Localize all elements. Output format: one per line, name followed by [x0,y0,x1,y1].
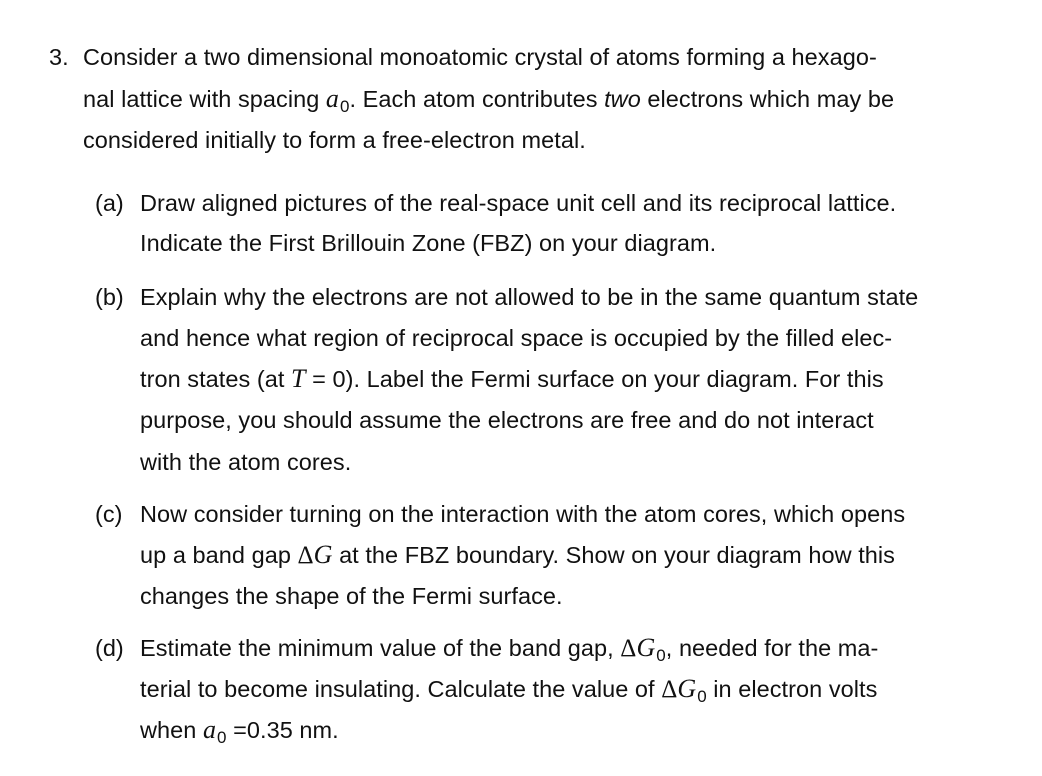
text-run: purpose, you should assume the electrons are free and do not interact [140,407,874,433]
text-run: in electron volts [706,676,878,702]
question-number: 3. [49,44,69,70]
part-line [140,716,339,747]
part-label: (d) [95,635,124,661]
emphasis-text: two [604,86,641,112]
text-run: and hence what region of reciprocal space is occupied by the filled elec- [140,325,893,351]
part-line [140,406,874,434]
math-variable: G [636,633,656,662]
part-line [140,189,896,217]
math-subscript: 0 [656,646,666,665]
text-run: Now consider turning on the interaction with the atom cores, which opens [140,501,906,527]
text-run: considered initially to form a free-electron metal. [83,127,586,153]
text-run: tron states (at [140,366,292,392]
text-run: =0.35 nm. [226,717,339,743]
text-run: up a band gap [140,542,298,568]
part-line [140,324,892,352]
math-symbol: Δ [661,676,678,703]
text-run: Estimate the minimum value of the band gap, [140,635,621,661]
part-line [140,283,918,311]
part-line [140,365,884,393]
text-run: terial to become insulating. Calculate the value of [140,676,662,702]
math-variable: a [202,715,217,744]
part-label: (b) [95,284,124,310]
math-symbol: Δ [620,635,637,662]
math-subscript: 0 [217,728,227,747]
math-subscript: 0 [697,687,707,706]
text-run: changes the shape of the Fermi surface. [140,583,563,609]
text-run: when [140,717,203,743]
part-line [140,448,351,476]
part-line [140,541,895,570]
text-run: with the atom cores. [140,449,352,475]
part-line [140,675,877,706]
text-run: Draw aligned pictures of the real-space unit cell and its reciprocal lattice. [140,190,897,216]
intro-line [83,43,877,71]
text-run: Indicate the First Brillouin Zone (FBZ) on your diagram. [140,230,717,256]
math-subscript: 0 [339,97,350,116]
math-variable: G [313,540,333,569]
part-line [140,229,716,257]
math-variable: G [677,674,697,703]
part-label: (a) [95,190,124,216]
text-run: . Each atom contributes [349,86,605,112]
math-symbol: Δ [297,542,314,569]
text-run: Consider a two dimensional monoatomic crystal of atoms forming a hexago- [83,44,877,70]
text-run: at the FBZ boundary. Show on your diagram how this [332,542,895,568]
part-label: (c) [95,501,123,527]
part-line [140,582,563,610]
text-run: nal lattice with spacing [83,86,326,112]
text-run: = 0). Label the Fermi surface on your diagram. For this [305,366,884,392]
text-run: electrons which may be [640,86,895,112]
intro-line [83,126,586,154]
intro-line [83,85,894,116]
text-run: , needed for the ma- [665,635,879,661]
part-line [140,634,878,665]
math-variable: T [291,364,306,393]
text-run: Explain why the electrons are not allowed to be in the same quantum state [140,284,919,310]
math-variable: a [325,84,339,113]
part-line [140,500,905,528]
